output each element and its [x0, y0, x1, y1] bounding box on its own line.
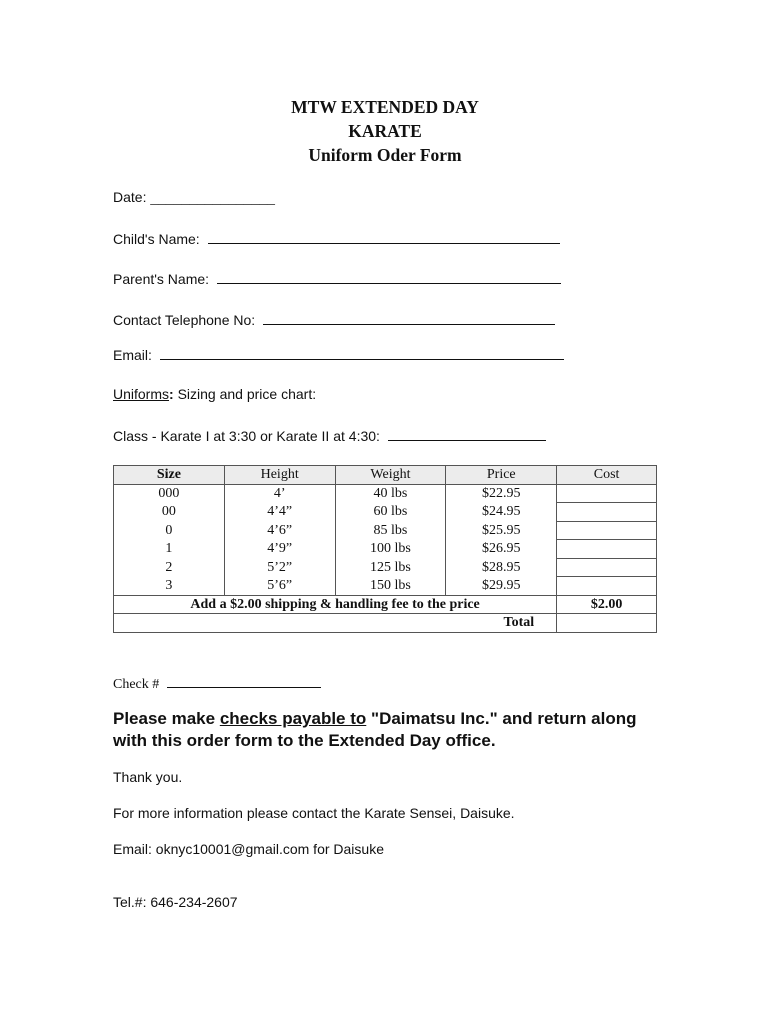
fee-row	[114, 595, 657, 614]
cell-cost[interactable]	[557, 540, 657, 559]
uniforms-heading	[113, 385, 316, 403]
uniforms-label: Uniforms	[113, 386, 170, 402]
table-row	[114, 558, 657, 577]
check-number-field	[113, 673, 321, 693]
parent-name-field	[113, 269, 561, 288]
title-line-2: KARATE	[348, 121, 422, 141]
cell-weight: 125 lbs	[335, 558, 446, 577]
cell-height: 4’6”	[224, 521, 335, 540]
date-label: Date:	[113, 189, 147, 205]
header-price: Price	[446, 466, 557, 485]
uniforms-colon: :	[169, 386, 174, 402]
cell-size: 2	[114, 558, 225, 577]
table-row	[114, 503, 657, 522]
email-field	[113, 345, 564, 364]
title-line-3: Uniform Oder Form	[308, 145, 462, 165]
uniforms-text: Sizing and price chart:	[173, 386, 317, 402]
cell-price: $22.95	[446, 484, 557, 503]
table-row	[114, 577, 657, 596]
cell-height: 4’	[224, 484, 335, 503]
cell-cost[interactable]	[557, 577, 657, 596]
class-label: Class - Karate I at 3:30 or Karate II at 4:30:	[113, 428, 380, 444]
cell-height: 5’2”	[224, 558, 335, 577]
sizing-price-table	[113, 465, 657, 633]
cell-cost[interactable]	[557, 503, 657, 522]
class-input-line[interactable]	[388, 426, 546, 441]
cell-cost[interactable]	[557, 484, 657, 503]
cell-price: $24.95	[446, 503, 557, 522]
form-title	[0, 95, 770, 167]
payment-notice	[113, 708, 673, 752]
email-input-line[interactable]	[160, 345, 564, 360]
table-row	[114, 540, 657, 559]
thank-you-text: Thank you.	[113, 769, 183, 785]
email-contact-text: Email: oknyc10001@gmail.com for Daisuke	[113, 841, 384, 857]
notice-part-2: "Daimatsu Inc." and return along with this order form to the Extended Day office.	[113, 709, 637, 750]
total-label: Total	[114, 614, 557, 633]
phone-input-line[interactable]	[263, 310, 555, 325]
cell-size: 1	[114, 540, 225, 559]
class-field	[113, 426, 546, 445]
cell-height: 4’9”	[224, 540, 335, 559]
child-name-label: Child's Name:	[113, 231, 200, 247]
cell-size: 0	[114, 521, 225, 540]
cell-weight: 150 lbs	[335, 577, 446, 596]
cell-height: 5’6”	[224, 577, 335, 596]
title-line-1: MTW EXTENDED DAY	[291, 97, 479, 117]
cell-weight: 85 lbs	[335, 521, 446, 540]
email-label: Email:	[113, 347, 152, 363]
notice-underlined: checks payable to	[219, 709, 367, 728]
cell-height: 4’4”	[224, 503, 335, 522]
child-name-field	[113, 229, 560, 248]
cell-size: 000	[114, 484, 225, 503]
cell-cost[interactable]	[557, 521, 657, 540]
header-cost: Cost	[557, 466, 657, 485]
cell-weight: 100 lbs	[335, 540, 446, 559]
total-row	[114, 614, 657, 633]
cell-price: $25.95	[446, 521, 557, 540]
check-label: Check #	[113, 677, 160, 692]
phone-label: Contact Telephone No:	[113, 312, 256, 328]
total-cost[interactable]	[557, 614, 657, 633]
date-blank[interactable]: ________________	[150, 189, 275, 205]
telephone-text: Tel.#: 646-234-2607	[113, 894, 238, 910]
cell-cost[interactable]	[557, 558, 657, 577]
cell-price: $26.95	[446, 540, 557, 559]
cell-price: $28.95	[446, 558, 557, 577]
fee-cost: $2.00	[557, 595, 657, 614]
cell-weight: 40 lbs	[335, 484, 446, 503]
table-row	[114, 484, 657, 503]
notice-part-1: Please make	[113, 709, 220, 728]
header-size: Size	[114, 466, 225, 485]
cell-size: 00	[114, 503, 225, 522]
header-height: Height	[224, 466, 335, 485]
phone-field	[113, 310, 555, 329]
table-row	[114, 521, 657, 540]
more-info-text: For more information please contact the Karate Sensei, Daisuke.	[113, 805, 515, 821]
parent-name-input-line[interactable]	[217, 269, 561, 284]
cell-size: 3	[114, 577, 225, 596]
check-input-line[interactable]	[167, 673, 321, 688]
cell-weight: 60 lbs	[335, 503, 446, 522]
header-weight: Weight	[335, 466, 446, 485]
table-header-row	[114, 466, 657, 485]
fee-text: Add a $2.00 shipping & handling fee to the price	[114, 595, 557, 614]
cell-price: $29.95	[446, 577, 557, 596]
child-name-input-line[interactable]	[208, 229, 560, 244]
date-field	[113, 188, 275, 206]
parent-name-label: Parent's Name:	[113, 271, 210, 287]
